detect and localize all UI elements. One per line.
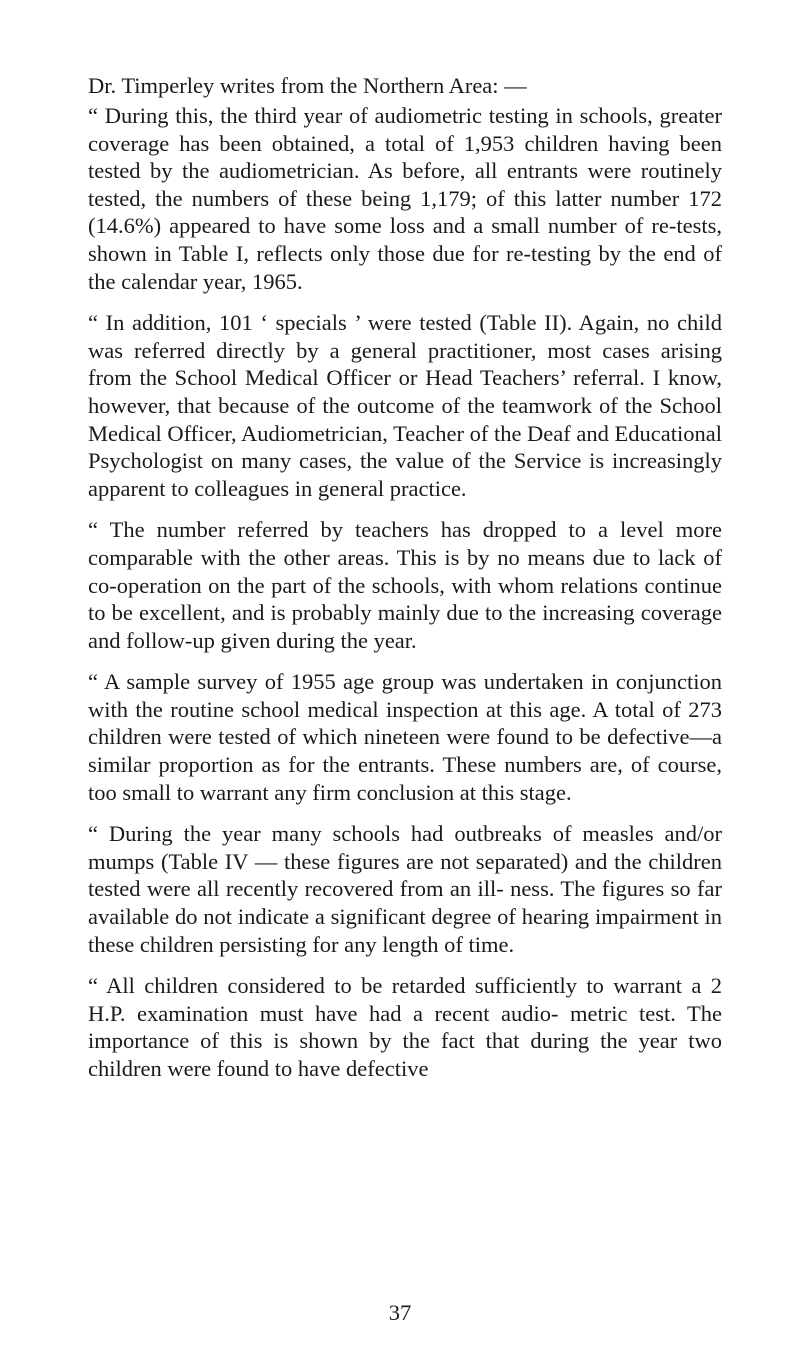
page-number: 37 <box>388 1300 412 1325</box>
paragraph-specials: “ In addition, 101 ‘ specials ’ were tested (Table II). Again, no child was referred directly by a general practitioner, most cases arising from the School Medical Officer or Head Teachers’ referral. I know, however, that because of the outcome of the teamwork of the School Medical Officer, Audiometrician, Teacher of the Deaf and Educational Psychologist on many cases, the value of the Service is increasingly apparent to colleagues in general practice. <box>88 310 722 501</box>
paragraph-sample-survey: “ A sample survey of 1955 age group was undertaken in conjunction with the routine school medical inspection at this age. A total of 273 children were tested of which nineteen were found to be defective—a similar proportion as for the entrants. These numbers are, of course, too small to warrant any firm conclusion at this stage. <box>88 669 722 805</box>
paragraph-measles-mumps: “ During the year many schools had outbreaks of measles and/or mumps (Table IV — these figures are not separated) and the children tested were all recently recovered from an ill- ness. The figures so far available do not indicate a significant degree of hearing impairment in these children persisting for any length of time. <box>88 821 722 957</box>
document-page <box>88 70 722 1083</box>
paragraph-retarded-children: “ All children considered to be retarded sufficiently to warrant a 2 H.P. examination must have had a recent audio- metric test. The importance of this is shown by the fact that during the year two children were found to have defective <box>88 973 722 1081</box>
intro-line: Dr. Timperley writes from the Northern Area: — <box>88 73 527 98</box>
paragraph-teacher-referrals: “ The number referred by teachers has dropped to a level more comparable with the other areas. This is by no means due to lack of co-operation on the part of the schools, with whom relations continue to be excellent, and is probably mainly due to the increasing coverage and follow-up given during the year. <box>88 517 722 653</box>
paragraph-audiometric-testing: “ During this, the third year of audiometric testing in schools, greater coverage has been obtained, a total of 1,953 children having been tested by the audiometrician. As before, all entrants were routinely tested, the numbers of these being 1,179; of this latter number 172 (14.6%) appeared to have some loss and a small number of re-tests, shown in Table I, reflects only those due for re-testing by the end of the calendar year, 1965. <box>88 103 722 294</box>
